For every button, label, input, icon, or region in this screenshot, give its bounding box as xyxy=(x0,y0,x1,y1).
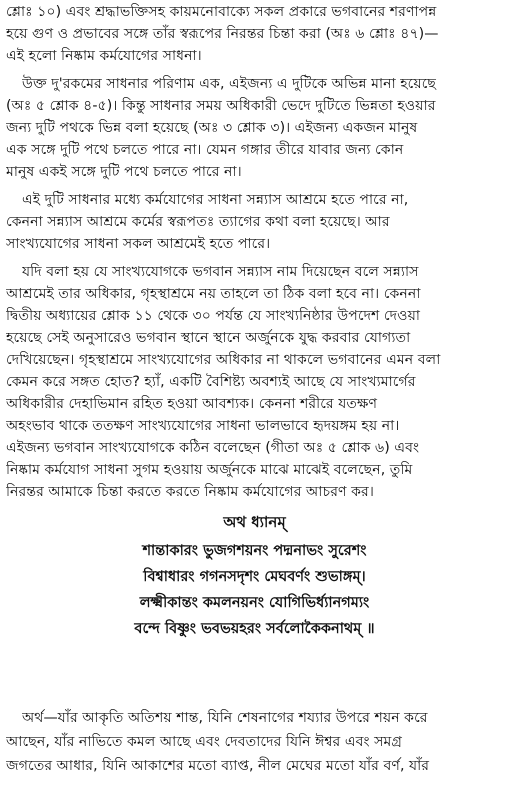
text-line: নিষ্কাম কর্মযোগ সাধনা সুগম হওয়ায় অর্জুনকে মাঝে মাঝেই বলেছেন, তুমি xyxy=(6,462,413,478)
section-heading: অথ ধ্যানম্ xyxy=(223,513,286,531)
text-line: হয়েছে সেই অনুসারেও ভগবান স্থানে স্থানে অর্জুনকে যুদ্ধ করবার যোগ্যতা xyxy=(6,330,411,346)
text-line: মানুষ একই সঙ্গে দুটি পথে চলতে পারে না। xyxy=(6,164,242,180)
text-line: কেননা সন্ন্যাস আশ্রমে কর্মের স্বরূপতঃ ত্যাগের কথা বলা হয়েছে। আর xyxy=(6,214,390,230)
text-line: এই দুটি সাধনার মধ্যে কর্মযোগের সাধনা সন্ন্যাস আশ্রমে হতে পারে না, xyxy=(22,192,409,208)
text-line: আছেন, যাঁর নাভিতে কমল আছে এবং দেবতাদের যিনি ঈশ্বর এবং সমগ্র xyxy=(6,734,403,750)
text-line: জগতের আধার, যিনি আকাশের মতো ব্যাপ্ত, নীল মেঘের মতো যাঁর বর্ণ, যাঁর xyxy=(6,758,430,774)
text-line: দেখিয়েছেন। গৃহস্থাশ্রমে সাংখ্যযোগের অধিকার না থাকলে ভগবানের এমন বলা xyxy=(6,352,441,368)
text-line: অর্থ—যাঁর আকৃতি অতিশয় শান্ত, যিনি শেষনাগের শয্যার উপরে শয়ন করে xyxy=(22,710,428,726)
text-line: কেমন করে সঙ্গত হোত? হ্যাঁ, একটি বৈশিষ্ট্য অবশ্যই আছে যে সাংখ্যমার্গের xyxy=(6,374,416,390)
text-line: নিরন্তর আমাকে চিন্তা করতে করতে নিষ্কাম কর্মযোগের আচরণ কর। xyxy=(6,484,374,500)
text-line: এই হলো নিষ্কাম কর্মযোগের সাধনা। xyxy=(6,48,202,64)
text-line: অহংভাব থাকে ততক্ষণ সাংখ্যযোগের সাধনা ভালভাবে হৃদয়ঙ্গম হয় না। xyxy=(6,418,400,434)
text-line: যদি বলা হয় যে সাংখ্যযোগকে ভগবান সন্ন্যাস নাম দিয়েছেন বলে সন্ন্যাস xyxy=(22,264,419,280)
text-line: আশ্রমেই তার অধিকার, গৃহস্থাশ্রমে নয় তাহলে তা ঠিক বলা হবে না। কেননা xyxy=(6,286,421,302)
text-line: এইজন্য ভগবান সাংখ্যযোগকে কঠিন বলেছেন (গীতা অঃ ৫ শ্লোক ৬) এবং xyxy=(6,440,420,456)
text-line: সাংখ্যযোগের সাধনা সকল আশ্রমেই হতে পারে। xyxy=(6,236,271,252)
verse-line: বন্দে বিষ্ণুং ভবভয়হরং সর্বলোকৈকনাথম্ ॥ xyxy=(134,621,375,637)
text-line: উক্ত দু'রকমের সাধনার পরিণাম এক, এইজন্য এ দুটিকে অভিন্ন মানা হয়েছে xyxy=(22,76,437,92)
text-line: হয়ে গুণ ও প্রভাবের সঙ্গে তাঁর স্বরূপের নিরন্তর চিন্তা করা (অঃ ৬ শ্লোঃ ৪৭)— xyxy=(6,26,439,42)
text-line: দ্বিতীয় অধ্যায়ের শ্লোক ১১ থেকে ৩০ পর্যন্ত যে সাংখ্যনিষ্ঠার উপদেশ দেওয়া xyxy=(6,308,421,324)
text-line: জন্য দুটি পথকে ভিন্ন বলা হয়েছে (অঃ ৩ শ্লোক ৩)। এইজন্য একজন মানুষ xyxy=(6,120,418,136)
verse-line: শান্তাকারং ভুজগশয়নং পদ্মনাভং সুরেশং xyxy=(142,543,367,559)
verse-line: বিশ্বাধারং গগনসদৃশং মেঘবর্ণং শুভাঙ্গম্। xyxy=(143,569,366,585)
text-line: অধিকারীর দেহাভিমান রহিত হওয়া আবশ্যক। কেননা শরীরে যতক্ষণ xyxy=(6,396,378,412)
text-line: শ্লোঃ ১০) এবং শ্রদ্ধাভক্তিসহ কায়মনোবাক্যে সকল প্রকারে ভগবানের শরণাপন্ন xyxy=(6,4,437,20)
text-line: এক সঙ্গে দুটি পথে চলতে পারে না। যেমন গঙ্গার তীরে যাবার জন্য কোন xyxy=(6,142,404,158)
verse-line: লক্ষ্মীকান্তং কমলনয়নং যোগিভির্ধ্যানগম্যং xyxy=(139,595,370,611)
text-line: (অঃ ৫ শ্লোক ৪-৫)। কিন্তু সাধনার সময় অধিকারী ভেদে দুটিতে ভিন্নতা হওয়ার xyxy=(6,98,436,114)
